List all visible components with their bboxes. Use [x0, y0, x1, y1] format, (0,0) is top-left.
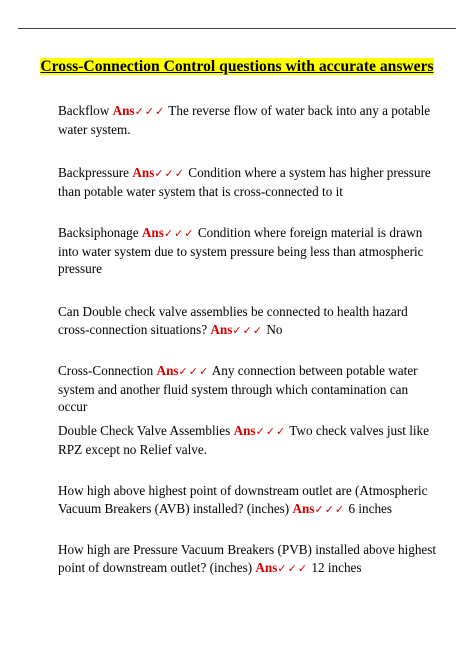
question-text: Cross-Connection	[58, 363, 154, 378]
answer-label: Ans	[233, 423, 256, 438]
check-icon: ✓✓✓	[277, 561, 309, 575]
question-text: Backsiphonage	[58, 225, 139, 240]
answer-label: Ans	[292, 500, 315, 516]
question-text: Backflow	[58, 103, 110, 118]
check-icon: ✓✓✓	[255, 425, 287, 438]
answer-label: Ans	[112, 103, 135, 118]
answer-label: Ans	[141, 225, 164, 240]
check-icon: ✓✓✓	[314, 502, 346, 516]
answer-text: 12 inches	[311, 559, 362, 575]
qa-item-backpressure	[58, 164, 438, 200]
answer-label: Ans	[210, 321, 233, 337]
qa-item-cross-connection	[58, 362, 438, 416]
qa-item-backsiphonage	[58, 224, 438, 278]
qa-item-backflow	[58, 102, 438, 138]
answer-text: The reverse flow of water back into any a potable water system.	[58, 103, 431, 137]
question-text: Double Check Valve Assemblies	[58, 423, 231, 438]
document-title	[30, 57, 444, 77]
qa-item-pvb-height	[58, 541, 438, 577]
answer-label: Ans	[156, 363, 179, 378]
document-title-text: Cross-Connection Control questions with accurate answers	[40, 58, 434, 75]
answer-text: Condition where a system has higher pressure than potable water system that is cross-connected to it	[58, 165, 431, 199]
check-icon: ✓✓✓	[134, 105, 166, 118]
answer-text: 6 inches	[348, 500, 393, 516]
check-icon: ✓✓✓	[163, 227, 195, 240]
top-divider	[18, 28, 456, 29]
question-text: Backpressure	[58, 165, 130, 180]
answer-text: No	[266, 321, 283, 337]
qa-item-double-check-health-hazard	[58, 303, 438, 339]
qa-item-double-check-valve-assemblies	[58, 422, 438, 458]
question-text: Can Double check valve assemblies be connected to health hazard cross-connection situations?	[58, 304, 408, 337]
check-icon: ✓✓✓	[178, 365, 210, 378]
answer-text: Two check valves just like RPZ except no Relief valve.	[58, 423, 430, 457]
answer-label: Ans	[132, 165, 155, 180]
answer-text: Condition where foreign material is drawn into water system due to system pressure being less than atmospheric pressure	[58, 225, 424, 276]
question-text: How high above highest point of downstream outlet are (Atmospheric Vacuum Breakers (AVB) installed? (inches)	[58, 483, 428, 516]
answer-text: Any connection between potable water system and another fluid system through which contamination can occur	[58, 363, 418, 414]
check-icon: ✓✓✓	[232, 323, 264, 337]
question-text: How high are Pressure Vacuum Breakers (PVB) installed above highest point of downstream outlet? (inches)	[58, 542, 437, 575]
answer-label: Ans	[255, 559, 278, 575]
check-icon: ✓✓✓	[154, 167, 185, 180]
qa-item-avb-height	[58, 482, 438, 518]
